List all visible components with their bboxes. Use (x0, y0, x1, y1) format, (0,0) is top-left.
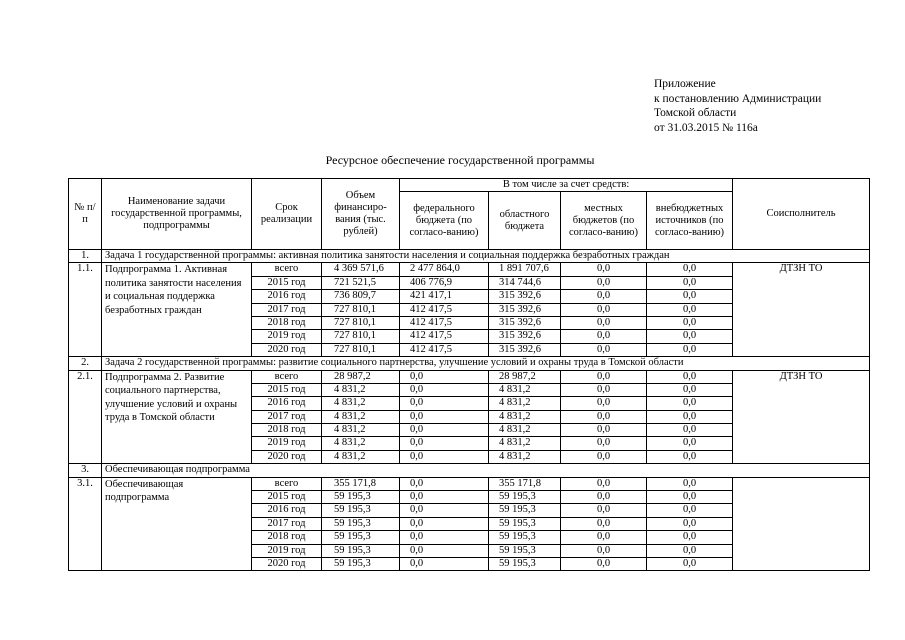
extra-cell: 0,0 (647, 263, 733, 276)
extra-cell: 0,0 (647, 410, 733, 423)
federal-cell: 412 417,5 (400, 316, 489, 329)
regional-cell: 4 831,2 (489, 450, 561, 463)
federal-cell: 406 776,9 (400, 276, 489, 289)
local-cell: 0,0 (561, 544, 647, 557)
table-row (69, 477, 870, 490)
total-cell: 4 831,2 (322, 437, 400, 450)
subprogram-number: 2.1. (69, 370, 102, 464)
regional-cell: 4 831,2 (489, 383, 561, 396)
extra-cell: 0,0 (647, 437, 733, 450)
local-cell: 0,0 (561, 557, 647, 570)
extra-cell: 0,0 (647, 544, 733, 557)
header-volume: Объем финансиро-вания (тыс. рублей) (322, 179, 400, 250)
partner-cell: ДТЗН ТО (733, 263, 870, 357)
regional-cell: 4 831,2 (489, 437, 561, 450)
local-cell: 0,0 (561, 437, 647, 450)
total-cell: 4 831,2 (322, 383, 400, 396)
total-cell: 4 831,2 (322, 410, 400, 423)
federal-cell: 0,0 (400, 410, 489, 423)
total-cell: 727 810,1 (322, 316, 400, 329)
header-num: № п/п (69, 179, 102, 250)
federal-cell: 0,0 (400, 477, 489, 490)
local-cell: 0,0 (561, 424, 647, 437)
term-cell: 2019 год (252, 437, 322, 450)
regional-cell: 315 392,6 (489, 290, 561, 303)
total-cell: 736 809,7 (322, 290, 400, 303)
regional-cell: 59 195,3 (489, 504, 561, 517)
term-cell: 2015 год (252, 383, 322, 396)
task-title: Задача 2 государственной программы: развитие социального партнерства, улучшение условий и охраны труда в Томской области (102, 357, 870, 370)
regional-cell: 59 195,3 (489, 557, 561, 570)
regional-cell: 4 831,2 (489, 410, 561, 423)
federal-cell: 412 417,5 (400, 330, 489, 343)
total-cell: 727 810,1 (322, 303, 400, 316)
regional-cell: 1 891 707,6 (489, 263, 561, 276)
federal-cell: 0,0 (400, 517, 489, 530)
extra-cell: 0,0 (647, 276, 733, 289)
local-cell: 0,0 (561, 290, 647, 303)
extra-cell: 0,0 (647, 383, 733, 396)
header-name: Наименование задачи государственной программы, подпрограммы (102, 179, 252, 250)
subprogram-name: Подпрограмма 2. Развитие социального партнерства, улучшение условий и охраны труда в Томской области (102, 370, 252, 464)
extra-cell: 0,0 (647, 504, 733, 517)
total-cell: 727 810,1 (322, 330, 400, 343)
local-cell: 0,0 (561, 477, 647, 490)
task-row (69, 357, 870, 370)
term-cell: 2015 год (252, 491, 322, 504)
appendix-line: к постановлению Администрации (654, 92, 822, 105)
total-cell: 59 195,3 (322, 517, 400, 530)
total-cell: 59 195,3 (322, 544, 400, 557)
extra-cell: 0,0 (647, 330, 733, 343)
term-cell: 2016 год (252, 290, 322, 303)
regional-cell: 28 987,2 (489, 370, 561, 383)
total-cell: 355 171,8 (322, 477, 400, 490)
local-cell: 0,0 (561, 517, 647, 530)
extra-cell: 0,0 (647, 370, 733, 383)
task-row (69, 250, 870, 263)
local-cell: 0,0 (561, 303, 647, 316)
table-body (69, 250, 870, 571)
federal-cell: 0,0 (400, 383, 489, 396)
local-cell: 0,0 (561, 276, 647, 289)
term-cell: всего (252, 370, 322, 383)
term-cell: 2017 год (252, 517, 322, 530)
extra-cell: 0,0 (647, 477, 733, 490)
partner-cell: ДТЗН ТО (733, 370, 870, 464)
federal-cell: 421 417,1 (400, 290, 489, 303)
term-cell: 2020 год (252, 557, 322, 570)
header-federal: федерального бюджета (по согласо-ванию) (400, 192, 489, 250)
header-extra: внебюджетных источников (по согласо-ванию) (647, 192, 733, 250)
regional-cell: 315 392,6 (489, 343, 561, 356)
appendix-block (654, 77, 821, 135)
extra-cell: 0,0 (647, 424, 733, 437)
total-cell: 59 195,3 (322, 531, 400, 544)
subprogram-name: Подпрограмма 1. Активная политика занятости населения и социальная поддержка безработных граждан (102, 263, 252, 357)
subprogram-number: 1.1. (69, 263, 102, 357)
header-term: Срок реализации (252, 179, 322, 250)
total-cell: 59 195,3 (322, 504, 400, 517)
term-cell: 2020 год (252, 343, 322, 356)
appendix-line: Томской области (654, 107, 737, 119)
regional-cell: 59 195,3 (489, 544, 561, 557)
local-cell: 0,0 (561, 491, 647, 504)
local-cell: 0,0 (561, 370, 647, 383)
federal-cell: 0,0 (400, 544, 489, 557)
total-cell: 4 369 571,6 (322, 263, 400, 276)
total-cell: 4 831,2 (322, 397, 400, 410)
federal-cell: 412 417,5 (400, 303, 489, 316)
regional-cell: 59 195,3 (489, 531, 561, 544)
total-cell: 721 521,5 (322, 276, 400, 289)
regional-cell: 59 195,3 (489, 491, 561, 504)
term-cell: 2017 год (252, 303, 322, 316)
appendix-line: от 31.03.2015 № 116а (654, 121, 758, 134)
extra-cell: 0,0 (647, 517, 733, 530)
federal-cell: 0,0 (400, 557, 489, 570)
extra-cell: 0,0 (647, 531, 733, 544)
task-row (69, 464, 870, 477)
local-cell: 0,0 (561, 343, 647, 356)
term-cell: 2016 год (252, 397, 322, 410)
table-row (69, 370, 870, 383)
local-cell: 0,0 (561, 450, 647, 463)
regional-cell: 355 171,8 (489, 477, 561, 490)
regional-cell: 314 744,6 (489, 276, 561, 289)
extra-cell: 0,0 (647, 491, 733, 504)
extra-cell: 0,0 (647, 397, 733, 410)
regional-cell: 4 831,2 (489, 397, 561, 410)
term-cell: 2018 год (252, 424, 322, 437)
task-title: Обеспечивающая подпрограмма (102, 464, 870, 477)
header-sources-group: В том числе за счет средств: (400, 179, 733, 192)
regional-cell: 315 392,6 (489, 330, 561, 343)
task-number: 1. (69, 250, 102, 263)
federal-cell: 0,0 (400, 491, 489, 504)
regional-cell: 59 195,3 (489, 517, 561, 530)
federal-cell: 0,0 (400, 397, 489, 410)
subprogram-name: Обеспечивающая подпрограмма (102, 477, 252, 571)
term-cell: 2017 год (252, 410, 322, 423)
federal-cell: 0,0 (400, 450, 489, 463)
total-cell: 727 810,1 (322, 343, 400, 356)
local-cell: 0,0 (561, 397, 647, 410)
federal-cell: 0,0 (400, 531, 489, 544)
document-title: Ресурсное обеспечение государственной программы (325, 153, 595, 167)
subprogram-number: 3.1. (69, 477, 102, 571)
total-cell: 59 195,3 (322, 557, 400, 570)
partner-cell (733, 477, 870, 571)
extra-cell: 0,0 (647, 303, 733, 316)
header-local: местных бюджетов (по согласо-ванию) (561, 192, 647, 250)
federal-cell: 2 477 864,0 (400, 263, 489, 276)
federal-cell: 0,0 (400, 424, 489, 437)
local-cell: 0,0 (561, 263, 647, 276)
appendix-line: Приложение (654, 78, 716, 90)
term-cell: всего (252, 263, 322, 276)
federal-cell: 0,0 (400, 437, 489, 450)
term-cell: 2020 год (252, 450, 322, 463)
term-cell: 2018 год (252, 531, 322, 544)
federal-cell: 0,0 (400, 504, 489, 517)
total-cell: 4 831,2 (322, 450, 400, 463)
local-cell: 0,0 (561, 504, 647, 517)
resource-table (68, 178, 870, 571)
total-cell: 28 987,2 (322, 370, 400, 383)
extra-cell: 0,0 (647, 557, 733, 570)
task-title: Задача 1 государственной программы: активная политика занятости населения и социальная поддержка безработных граждан (102, 250, 870, 263)
local-cell: 0,0 (561, 410, 647, 423)
term-cell: всего (252, 477, 322, 490)
extra-cell: 0,0 (647, 450, 733, 463)
term-cell: 2019 год (252, 330, 322, 343)
term-cell: 2015 год (252, 276, 322, 289)
extra-cell: 0,0 (647, 343, 733, 356)
regional-cell: 315 392,6 (489, 316, 561, 329)
local-cell: 0,0 (561, 383, 647, 396)
total-cell: 4 831,2 (322, 424, 400, 437)
table-row (69, 263, 870, 276)
task-number: 3. (69, 464, 102, 477)
extra-cell: 0,0 (647, 316, 733, 329)
federal-cell: 412 417,5 (400, 343, 489, 356)
task-number: 2. (69, 357, 102, 370)
federal-cell: 0,0 (400, 370, 489, 383)
term-cell: 2016 год (252, 504, 322, 517)
regional-cell: 4 831,2 (489, 424, 561, 437)
term-cell: 2018 год (252, 316, 322, 329)
header-partner: Соисполнитель (733, 179, 870, 250)
header-regional: областного бюджета (489, 192, 561, 250)
regional-cell: 315 392,6 (489, 303, 561, 316)
local-cell: 0,0 (561, 316, 647, 329)
local-cell: 0,0 (561, 330, 647, 343)
local-cell: 0,0 (561, 531, 647, 544)
extra-cell: 0,0 (647, 290, 733, 303)
term-cell: 2019 год (252, 544, 322, 557)
total-cell: 59 195,3 (322, 491, 400, 504)
